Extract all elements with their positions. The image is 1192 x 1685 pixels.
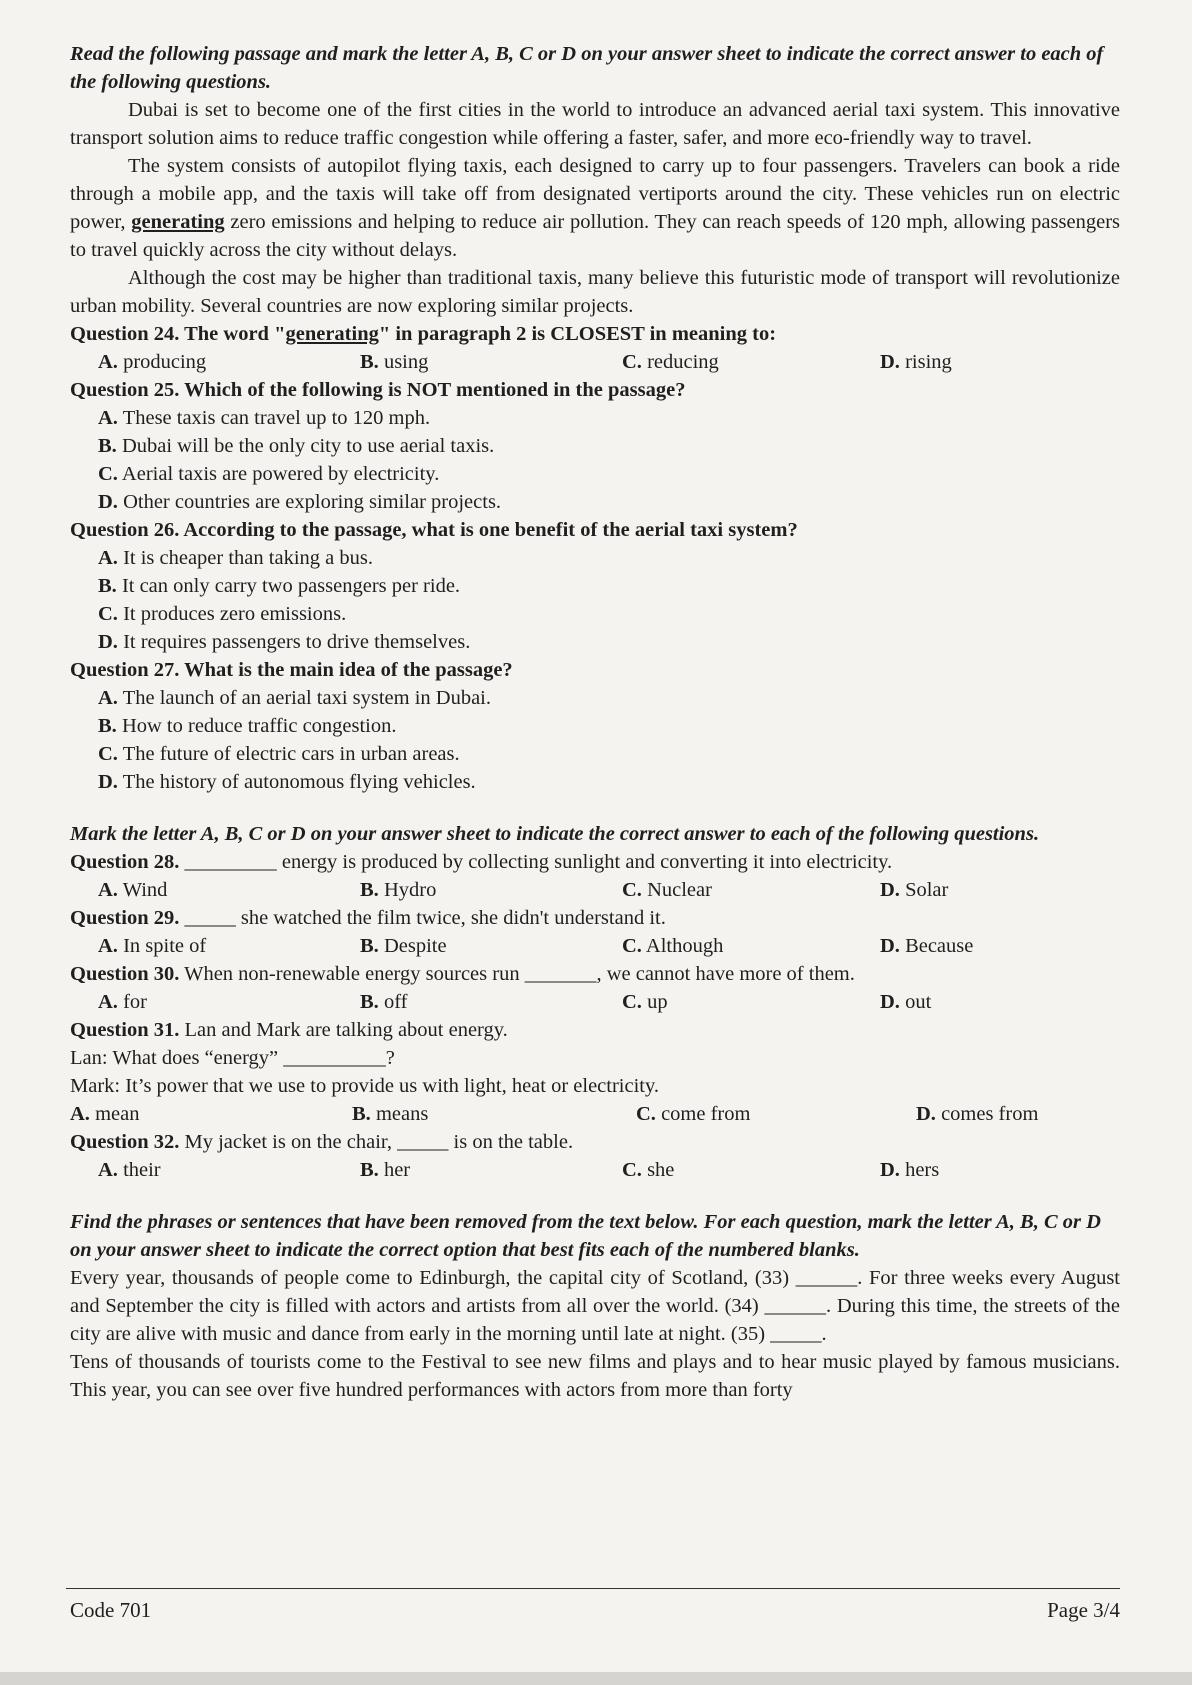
q24-options (70, 348, 1120, 376)
passage-paragraph-3: Although the cost may be higher than traditional taxis, many believe this futuristic mode of transport will revolutionize urban mobility. Several countries are now exploring similar projects. (70, 267, 1120, 317)
q30-stem: When non-renewable energy sources run _______, we cannot have more of them. (179, 963, 855, 985)
q30-option-d[interactable] (880, 988, 931, 1016)
option-letter: D. (98, 631, 118, 653)
option-text: Because (899, 935, 974, 957)
gap-fill-paragraph-2: Tens of thousands of tourists come to the Festival to see new films and plays and to hear music played by famous musicians. This year, you can see over five hundred performances with actors from more than forty (70, 1351, 1120, 1401)
q25-option-d[interactable] (98, 488, 1120, 516)
exam-code: Code 701 (70, 1598, 152, 1622)
option-letter: C. (622, 351, 642, 373)
q29-option-c[interactable] (622, 932, 723, 960)
q30-number: Question 30. (70, 963, 180, 985)
q28-number: Question 28. (70, 851, 180, 873)
option-text: Hydro (378, 879, 437, 901)
option-text: means (370, 1103, 429, 1125)
q24-label-start: Question 24. The word " (70, 323, 286, 345)
option-text: These taxis can travel up to 120 mph. (117, 407, 431, 429)
option-text: It is cheaper than taking a bus. (117, 547, 373, 569)
section-spacer (70, 1184, 1120, 1208)
question-27 (70, 656, 1120, 684)
q27-label: Question 27. What is the main idea of the passage? (70, 659, 513, 681)
q30-option-c[interactable] (622, 988, 668, 1016)
q29-stem: _____ she watched the film twice, she didn't understand it. (179, 907, 666, 929)
option-letter: B. (360, 1159, 379, 1181)
option-letter: A. (98, 407, 118, 429)
option-letter: A. (98, 935, 118, 957)
option-letter: B. (98, 715, 117, 737)
q29-option-b[interactable] (360, 932, 447, 960)
option-letter: A. (98, 879, 118, 901)
q27-option-d[interactable] (98, 768, 1120, 796)
option-letter: A. (98, 547, 118, 569)
option-text: she (641, 1159, 675, 1181)
option-text: The future of electric cars in urban areas. (117, 743, 460, 765)
option-text: rising (899, 351, 952, 373)
q31-number: Question 31. (70, 1019, 180, 1041)
q31-option-d[interactable] (916, 1100, 1038, 1128)
option-text: Solar (899, 879, 949, 901)
q26-option-c[interactable] (98, 600, 1120, 628)
option-letter: C. (622, 991, 642, 1013)
option-letter: B. (352, 1103, 371, 1125)
option-letter: C. (622, 879, 642, 901)
option-text: Dubai will be the only city to use aerial taxis. (116, 435, 495, 457)
question-30 (70, 960, 1120, 988)
option-text: producing (117, 351, 207, 373)
q31-dialogue-lan: Lan: What does “energy” __________? (70, 1047, 395, 1069)
passage-paragraph-2 (70, 152, 1120, 264)
q27-option-a[interactable] (98, 684, 1120, 712)
option-letter: C. (622, 935, 642, 957)
section3-instruction: Find the phrases or sentences that have been removed from the text below. For each question, mark the letter A, B, C or D on your answer sheet to indicate the correct option that best fits each of the numbered blanks. (70, 1211, 1101, 1261)
q32-option-b[interactable] (360, 1156, 410, 1184)
q28-option-c[interactable] (622, 876, 712, 904)
option-letter: A. (98, 991, 118, 1013)
option-letter: D. (880, 935, 900, 957)
option-letter: C. (98, 743, 118, 765)
question-31 (70, 1016, 1120, 1044)
option-letter: D. (98, 491, 118, 513)
paragraph-2-text-end: zero emissions and helping to reduce air pollution. They can reach speeds of 120 mph, allowing passengers to travel quickly across the city without delays. (70, 211, 1120, 261)
question-28 (70, 848, 1120, 876)
option-letter: D. (880, 879, 900, 901)
option-letter: A. (70, 1103, 90, 1125)
q27-option-b[interactable] (98, 712, 1120, 740)
option-text: Despite (378, 935, 447, 957)
q24-option-a[interactable] (98, 348, 206, 376)
q28-stem: _________ energy is produced by collecting sunlight and converting it into electricity. (179, 851, 893, 873)
option-text: How to reduce traffic congestion. (116, 715, 397, 737)
q31-dialogue-mark: Mark: It’s power that we use to provide us with light, heat or electricity. (70, 1075, 660, 1097)
q25-option-c[interactable] (98, 460, 1120, 488)
option-text: hers (899, 1159, 940, 1181)
q31-stem: Lan and Mark are talking about energy. (179, 1019, 508, 1041)
q25-options (70, 404, 1120, 516)
option-text: The history of autonomous flying vehicles. (117, 771, 476, 793)
option-letter: B. (98, 575, 117, 597)
option-text: Wind (117, 879, 168, 901)
option-text: come from (655, 1103, 751, 1125)
q26-option-b[interactable] (98, 572, 1120, 600)
question-25 (70, 376, 1120, 404)
q29-option-a[interactable] (98, 932, 206, 960)
option-letter: A. (98, 351, 118, 373)
option-letter: B. (98, 435, 117, 457)
q31-options (70, 1100, 1120, 1128)
option-text: off (378, 991, 408, 1013)
question-24 (70, 320, 1120, 348)
option-letter: C. (622, 1159, 642, 1181)
option-letter: B. (360, 935, 379, 957)
q25-option-a[interactable] (98, 404, 1120, 432)
paragraph-2-text-start: The system consists of autopilot flying taxis, each designed to carry up to four passengers. Travelers can book a ride through a mobile app, and the taxis will take off from designated vertiports around the city. These vehicles run on electric power, (70, 155, 1120, 233)
option-text: reducing (641, 351, 719, 373)
q25-option-b[interactable] (98, 432, 1120, 460)
q32-option-d[interactable] (880, 1156, 939, 1184)
q28-option-d[interactable] (880, 876, 948, 904)
option-text: Aerial taxis are powered by electricity. (117, 463, 440, 485)
option-text: for (117, 991, 147, 1013)
option-text: In spite of (117, 935, 207, 957)
q29-options (70, 932, 1120, 960)
q31-option-c[interactable] (636, 1100, 750, 1128)
section1-instruction: Read the following passage and mark the letter A, B, C or D on your answer sheet to indicate the correct answer to each of the following questions. (70, 43, 1104, 93)
q25-label: Question 25. Which of the following is NOT mentioned in the passage? (70, 379, 686, 401)
q28-options (70, 876, 1120, 904)
q28-option-a[interactable] (98, 876, 167, 904)
option-letter: D. (880, 991, 900, 1013)
q24-label-end: " in paragraph 2 is CLOSEST in meaning to: (378, 323, 777, 345)
option-text: Although (641, 935, 724, 957)
q32-options (70, 1156, 1120, 1184)
underlined-word-generating: generating (131, 211, 225, 233)
q26-option-a[interactable] (98, 544, 1120, 572)
q30-options (70, 988, 1120, 1016)
q24-option-b[interactable] (360, 348, 428, 376)
option-text: up (641, 991, 668, 1013)
option-text: It requires passengers to drive themselves. (117, 631, 471, 653)
option-letter: C. (636, 1103, 656, 1125)
footer-divider (66, 1588, 1120, 1589)
option-text: Nuclear (641, 879, 712, 901)
q24-label-word: generating (285, 323, 379, 345)
option-text: her (378, 1159, 411, 1181)
q30-option-a[interactable] (98, 988, 147, 1016)
question-26 (70, 516, 1120, 544)
option-letter: C. (98, 463, 118, 485)
option-text: It produces zero emissions. (117, 603, 347, 625)
option-letter: D. (880, 351, 900, 373)
option-text: using (378, 351, 429, 373)
q29-option-d[interactable] (880, 932, 973, 960)
option-letter: B. (360, 991, 379, 1013)
question-32 (70, 1128, 1120, 1156)
option-letter: D. (916, 1103, 936, 1125)
q29-number: Question 29. (70, 907, 180, 929)
q32-number: Question 32. (70, 1131, 180, 1153)
option-letter: A. (98, 1159, 118, 1181)
q27-option-c[interactable] (98, 740, 1120, 768)
option-letter: A. (98, 687, 118, 709)
option-text: their (117, 1159, 161, 1181)
q28-option-b[interactable] (360, 876, 436, 904)
option-letter: B. (360, 879, 379, 901)
option-letter: B. (360, 351, 379, 373)
scan-edge (0, 1672, 1192, 1685)
q31-option-a[interactable] (70, 1100, 139, 1128)
section-spacer (70, 796, 1120, 820)
option-letter: D. (98, 771, 118, 793)
option-text: Other countries are exploring similar projects. (117, 491, 502, 513)
q27-options (70, 684, 1120, 796)
q32-stem: My jacket is on the chair, _____ is on the table. (179, 1131, 574, 1153)
option-text: The launch of an aerial taxi system in Dubai. (117, 687, 492, 709)
page-number: Page 3/4 (1047, 1598, 1120, 1622)
option-text: out (899, 991, 932, 1013)
q30-option-b[interactable] (360, 988, 407, 1016)
q26-options (70, 544, 1120, 656)
q24-option-d[interactable] (880, 348, 952, 376)
option-letter: D. (880, 1159, 900, 1181)
option-text: comes from (935, 1103, 1039, 1125)
gap-fill-paragraph-1: Every year, thousands of people come to Edinburgh, the capital city of Scotland, (33) ______. For three weeks every August and September the city is filled with actors and artists from all over the world. (34) ______. During this time, the streets of the city are alive with music and dance from early in the morning until late at night. (35) _____. (70, 1267, 1120, 1345)
q32-option-a[interactable] (98, 1156, 161, 1184)
q31-option-b[interactable] (352, 1100, 428, 1128)
passage-paragraph-1: Dubai is set to become one of the first cities in the world to introduce an advanced aerial taxi system. This innovative transport solution aims to reduce traffic congestion while offering a faster, safer, and more eco-friendly way to travel. (70, 99, 1120, 149)
option-text: It can only carry two passengers per ride. (116, 575, 461, 597)
question-29 (70, 904, 1120, 932)
q32-option-c[interactable] (622, 1156, 674, 1184)
q24-option-c[interactable] (622, 348, 719, 376)
section2-instruction: Mark the letter A, B, C or D on your answer sheet to indicate the correct answer to each of the following questions. (70, 823, 1040, 845)
page-content (70, 40, 1120, 1404)
q26-option-d[interactable] (98, 628, 1120, 656)
q26-label: Question 26. According to the passage, what is one benefit of the aerial taxi system? (70, 519, 798, 541)
option-text: mean (89, 1103, 140, 1125)
option-letter: C. (98, 603, 118, 625)
